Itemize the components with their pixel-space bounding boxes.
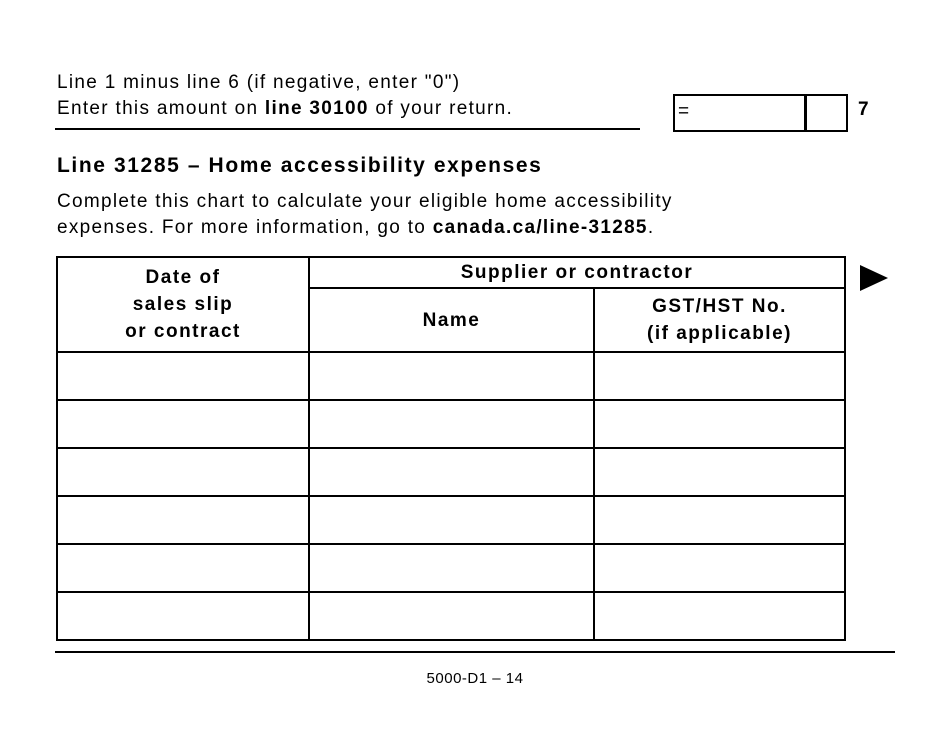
- gst-cell[interactable]: [594, 352, 845, 400]
- table-row: [57, 400, 845, 448]
- footer-divider: [55, 651, 895, 653]
- gst-cell[interactable]: [594, 400, 845, 448]
- expenses-table: [56, 256, 846, 641]
- text: expenses. For more information, go to: [57, 217, 433, 238]
- table-row: [57, 352, 845, 400]
- continue-arrow-icon: [860, 265, 888, 291]
- gst-cell[interactable]: [594, 592, 845, 640]
- header-supplier: Supplier or contractor: [309, 257, 845, 288]
- header-line: GST/HST No.: [652, 296, 787, 317]
- gst-cell[interactable]: [594, 496, 845, 544]
- date-cell[interactable]: [57, 448, 309, 496]
- table-row: [57, 592, 845, 640]
- cents-divider: [804, 96, 807, 130]
- line7-instruction-2: [57, 96, 513, 122]
- date-cell[interactable]: [57, 400, 309, 448]
- header-line: or contract: [125, 321, 241, 342]
- name-cell[interactable]: [309, 400, 594, 448]
- text: of your return.: [368, 98, 514, 119]
- date-cell[interactable]: [57, 352, 309, 400]
- name-cell[interactable]: [309, 544, 594, 592]
- header-name: Name: [309, 288, 594, 352]
- line7-amount-field[interactable]: [673, 94, 848, 132]
- header-date: [57, 257, 309, 352]
- table-row: [57, 448, 845, 496]
- date-cell[interactable]: [57, 592, 309, 640]
- name-cell[interactable]: [309, 496, 594, 544]
- line7-instruction-1: Line 1 minus line 6 (if negative, enter "0"): [57, 72, 461, 93]
- date-cell[interactable]: [57, 544, 309, 592]
- page-number: 5000-D1 – 14: [426, 670, 524, 687]
- header-line: (if applicable): [647, 323, 792, 344]
- text: .: [647, 217, 655, 238]
- gst-cell[interactable]: [594, 448, 845, 496]
- section-heading: Line 31285 – Home accessibility expenses: [57, 154, 543, 177]
- gst-cell[interactable]: [594, 544, 845, 592]
- line-number: 7: [858, 99, 869, 120]
- divider: [55, 128, 640, 130]
- text: Enter this amount on: [57, 98, 265, 119]
- section-paragraph-1: Complete this chart to calculate your eligible home accessibility: [57, 191, 673, 212]
- header-line: Date of: [145, 267, 221, 288]
- name-cell[interactable]: [309, 448, 594, 496]
- name-cell[interactable]: [309, 592, 594, 640]
- table-row: [57, 544, 845, 592]
- table-row: [57, 496, 845, 544]
- equals-sign: =: [678, 101, 690, 122]
- date-cell[interactable]: [57, 496, 309, 544]
- header-line: sales slip: [132, 294, 234, 315]
- header-gst: [594, 288, 845, 352]
- line-reference: line 30100: [264, 98, 369, 119]
- info-link[interactable]: canada.ca/line-31285: [432, 217, 648, 238]
- section-paragraph-2: [57, 215, 654, 241]
- name-cell[interactable]: [309, 352, 594, 400]
